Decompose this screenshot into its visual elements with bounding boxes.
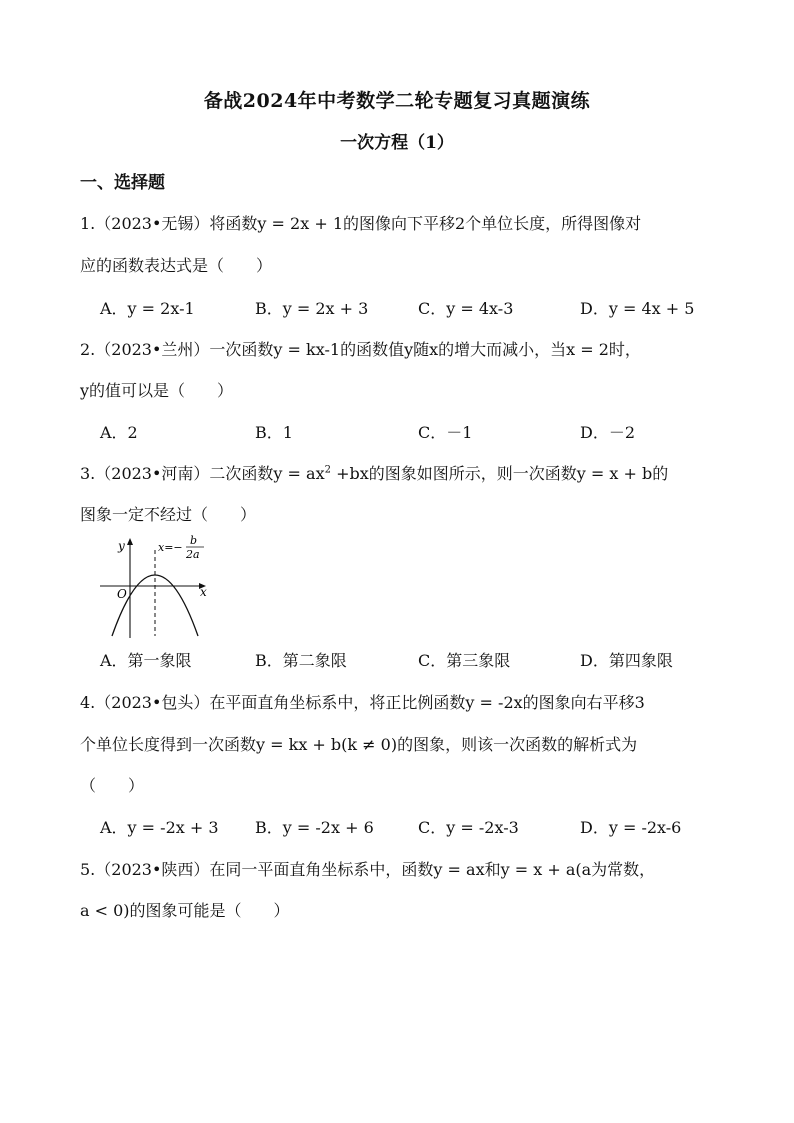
question-3-line-2: 图象一定不经过（ ） [80,505,257,524]
question-2-line-1: 2.（2023•兰州）一次函数y = kx-1的函数值y随x的增大而减小，当x = 2时， [80,340,641,359]
question-1-line-1: 1.（2023•无锡）将函数y = 2x + 1的图像向下平移2个单位长度，所得图像对 [80,214,642,233]
fraction-denominator: 2a [186,548,200,561]
option-c: C．y = 4x-3 [418,299,514,318]
question-1-options [100,296,740,318]
option-d: D．－2 [580,423,636,442]
option-c: C．y = -2x-3 [418,818,519,837]
section-heading: 一、选择题 [80,173,165,193]
document-title: 备战2024年中考数学二轮专题复习真题演练 [203,90,591,112]
option-d: D．y = -2x-6 [580,818,682,837]
option-a: A．y = -2x + 3 [100,818,219,837]
option-b: B．1 [255,423,293,442]
origin-label: O [117,587,127,601]
question-4-line-3: （ ） [80,776,145,795]
option-d: D．第四象限 [580,651,673,670]
symmetry-equation: x=− [158,541,183,554]
x-axis-label: x [200,585,207,599]
document-subtitle: 一次方程（1） [340,133,454,153]
y-axis-arrow [127,538,133,545]
question-5-line-1: 5.（2023•陕西）在同一平面直角坐标系中，函数y = ax和y = x + a(a为常数， [80,860,656,879]
question-2-line-2: y的值可以是（ ） [80,381,234,400]
option-a: A．y = 2x-1 [100,299,195,318]
question-2-options [100,420,740,442]
option-c: C．－1 [418,423,473,442]
question-3-options [100,648,740,670]
option-b: B．y = 2x + 3 [255,299,369,318]
question-3-line-1 [80,461,668,484]
option-a: A．2 [100,423,138,442]
y-axis-label: y [118,539,125,553]
exponent: 2 [324,464,331,476]
question-4-line-1: 4.（2023•包头）在平面直角坐标系中，将正比例函数y = -2x的图象向右平移3 [80,693,645,712]
option-c: C．第三象限 [418,651,511,670]
question-3-text-post: +bx的图象如图所示，则一次函数y = x + b的 [330,464,669,483]
option-b: B．第二象限 [255,651,347,670]
question-3-text-pre: 3.（2023•河南）二次函数y = ax [80,464,325,483]
option-b: B．y = -2x + 6 [255,818,374,837]
option-a: A．第一象限 [100,651,192,670]
parabola-figure [98,534,210,638]
question-1-line-2: 应的函数表达式是（ ） [80,256,273,275]
question-5-line-2: a < 0)的图象可能是（ ） [80,901,290,920]
question-4-line-2: 个单位长度得到一次函数y = kx + b(k ≠ 0)的图象，则该一次函数的解析式为 [80,735,638,754]
question-4-options [100,815,740,837]
parabola-curve [112,575,198,636]
fraction-numerator: b [190,534,198,547]
option-d: D．y = 4x + 5 [580,299,695,318]
